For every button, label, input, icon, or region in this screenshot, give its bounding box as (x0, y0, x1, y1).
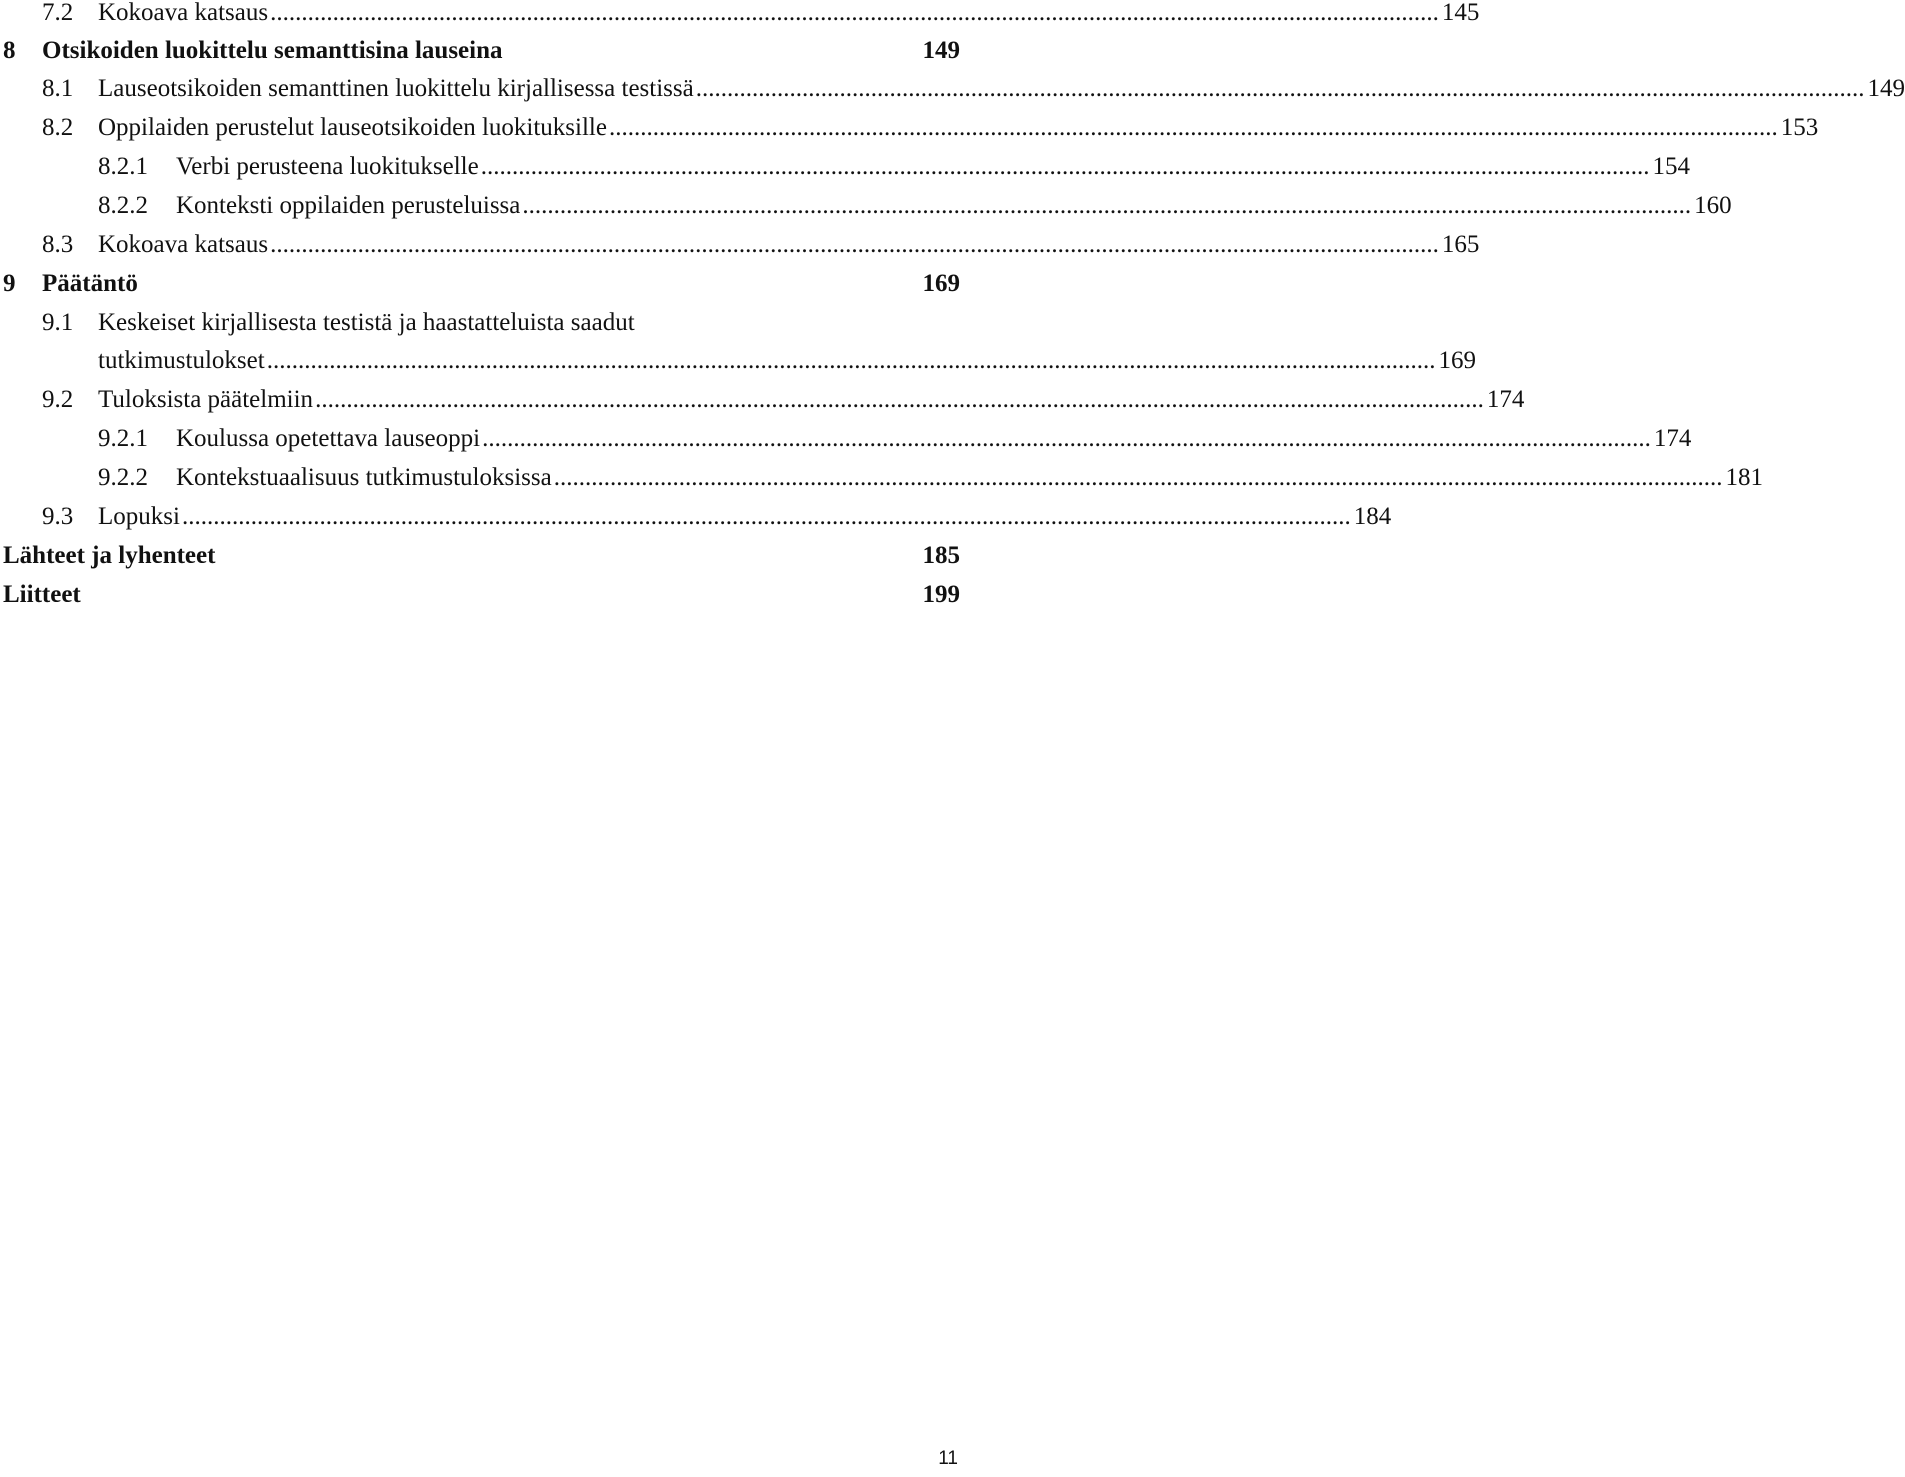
dot-leader: ........................................................................................................................................................................................... (270, 0, 1439, 26)
dot-leader: ........................................................................................................................................................................................... (270, 231, 1439, 258)
dot-leader: ........................................................................................................................................................................................... (608, 114, 1778, 141)
dot-leader: ........................................................................................................................................................................................... (553, 464, 1723, 491)
toc-entry-page: 160 (1694, 192, 1732, 219)
toc-entry[interactable] (98, 187, 1732, 225)
toc-entry-continuation[interactable] (98, 342, 1476, 380)
dot-leader: ........................................................................................................................................................................................... (266, 347, 1436, 374)
dot-leader: ........................................................................................................................................................................................... (522, 192, 1692, 219)
dot-leader: ........................................................................................................................................................................................... (315, 386, 1484, 413)
toc-entry-number: 8.1 (42, 75, 74, 102)
toc-entry[interactable] (42, 304, 960, 342)
toc-entry-number: 8.2 (42, 114, 74, 141)
toc-entry-title: Lähteet ja lyhenteet (3, 542, 216, 569)
toc-entry-title: Kontekstuaalisuus tutkimustuloksissa (176, 464, 552, 491)
toc-entry-page: 153 (1780, 114, 1819, 141)
toc-entry-page: 165 (1441, 231, 1480, 258)
toc-entry-page: 184 (1353, 503, 1392, 530)
toc-entry[interactable] (98, 148, 1690, 186)
toc-entry[interactable] (42, 498, 1392, 536)
toc-entry-title: Verbi perusteena luokitukselle (176, 153, 479, 180)
toc-entry-page: 149 (1867, 75, 1905, 102)
dot-leader: ........................................................................................................................................................................................... (695, 75, 1865, 102)
dot-leader: ........................................................................................................................................................................................... (480, 153, 1650, 180)
toc-entry-title: Liitteet (3, 581, 81, 608)
toc-entry-title: Kokoava katsaus (98, 0, 269, 26)
toc-entry-page: 174 (1653, 425, 1692, 452)
toc-entry[interactable] (42, 109, 1819, 147)
dot-leader: ........................................................................................................................................................................................... (181, 503, 1351, 530)
toc-entry[interactable] (42, 0, 1480, 32)
toc-entry[interactable] (42, 226, 1480, 264)
page-number: 11 (938, 1448, 958, 1469)
toc-entry-title: Tuloksista päätelmiin (98, 386, 314, 413)
toc-entry[interactable] (98, 420, 1692, 458)
toc-entry-number: 9.2 (42, 386, 74, 413)
toc-entry-page: 154 (1652, 153, 1690, 180)
toc-entry-number: 9 (3, 270, 16, 297)
toc-entry-page: 149 (922, 37, 960, 64)
toc-entry-title: Koulussa opetettava lauseoppi (176, 425, 481, 452)
toc-entry-title: Lauseotsikoiden semanttinen luokittelu kirjallisessa testissä (98, 75, 694, 102)
toc-entry-page: 169 (1438, 347, 1476, 374)
toc-entry-page: 174 (1486, 386, 1525, 413)
toc-entry-title: Oppilaiden perustelut lauseotsikoiden luokituksille (98, 114, 607, 141)
toc-entry-title: Konteksti oppilaiden perusteluissa (176, 192, 521, 219)
toc-chapter-entry[interactable] (3, 537, 960, 575)
toc-entry-title-continued: tutkimustulokset (98, 347, 265, 374)
dot-leader: ........................................................................................................................................................................................... (482, 425, 1651, 452)
toc-entry-title: Lopuksi (98, 503, 180, 530)
toc-entry-page: 185 (922, 542, 960, 569)
toc-entry[interactable] (98, 459, 1763, 497)
toc-entry-title: Otsikoiden luokittelu semanttisina lauseina (42, 37, 503, 64)
toc-entry[interactable] (42, 381, 1525, 419)
toc-entry-number: 9.2.1 (98, 425, 148, 452)
toc-entry-page: 145 (1441, 0, 1480, 26)
toc-entry-page: 181 (1725, 464, 1763, 491)
toc-entry-number: 8.2.2 (98, 192, 148, 219)
toc-entry-number: 8.3 (42, 231, 74, 258)
toc-entry-page: 169 (922, 270, 960, 297)
toc-entry-number: 7.2 (42, 0, 74, 26)
toc-entry-number: 8 (3, 37, 16, 64)
toc-entry-number: 9.2.2 (98, 464, 148, 491)
toc-entry-title: Kokoava katsaus (98, 231, 269, 258)
toc-entry-page: 199 (922, 581, 960, 608)
toc-chapter-entry[interactable] (3, 265, 960, 303)
toc-chapter-entry[interactable] (3, 32, 960, 70)
toc-chapter-entry[interactable] (3, 576, 960, 614)
toc-entry-number: 8.2.1 (98, 153, 148, 180)
toc-entry-title: Keskeiset kirjallisesta testistä ja haastatteluista saadut (98, 309, 635, 336)
toc-entry[interactable] (42, 70, 1905, 108)
toc-entry-number: 9.3 (42, 503, 74, 530)
toc-entry-title: Päätäntö (42, 270, 138, 297)
toc-entry-number: 9.1 (42, 309, 74, 336)
